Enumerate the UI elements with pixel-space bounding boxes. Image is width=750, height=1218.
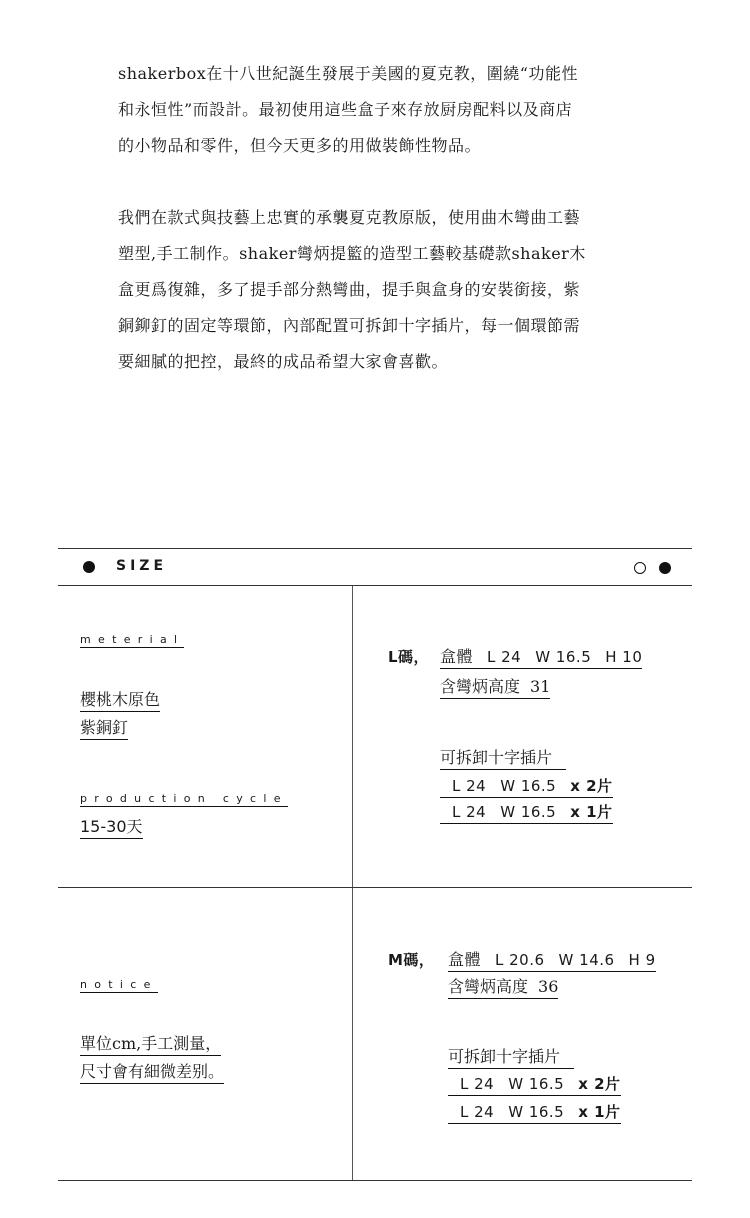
row-divider: [58, 887, 692, 888]
intro-line: 塑型,手工制作。shaker彎炳提籃的造型工藝較基礎款shaker木: [118, 244, 586, 263]
production-cycle-label: production cycle: [80, 792, 288, 805]
size-l-handle: 含彎炳高度 31: [440, 676, 550, 699]
size-l-insert-row: L 24 W 16.5 x 1片: [440, 801, 613, 824]
size-m-insert-label: 可拆卸十字插片: [448, 1046, 574, 1069]
notice-label: notice: [80, 978, 158, 991]
filled-dot-icon: [659, 562, 671, 574]
intro-line: 要細膩的把控，最終的成品希望大家會喜歡。: [118, 352, 449, 371]
size-header: [58, 549, 692, 585]
open-dot-icon: [634, 562, 646, 574]
production-cycle-value: 15-30天: [80, 816, 143, 839]
notice-line: 尺寸會有細微差别。: [80, 1061, 224, 1084]
intro-line: 我們在款式與技藝上忠實的承襲夏克教原版，使用曲木彎曲工藝: [118, 208, 581, 227]
size-m-insert-row: L 24 W 16.5 x 1片: [448, 1101, 621, 1124]
size-l-body: 盒體 L 24 W 16.5 H 10: [440, 646, 642, 669]
size-l-insert-label: 可拆卸十字插片: [440, 747, 566, 770]
size-l-name: L碼，: [388, 648, 430, 666]
divider-header-bottom: [58, 585, 692, 586]
size-m-insert-row: L 24 W 16.5 x 2片: [448, 1073, 621, 1096]
size-title: SIZE: [116, 558, 168, 574]
intro-line: 和永恒性”而設計。最初使用這些盒子來存放厨房配料以及商店: [118, 100, 573, 119]
material-item: 紫銅釘: [80, 717, 128, 740]
notice-line: 單位cm,手工測量，: [80, 1033, 221, 1056]
filled-dot-icon: [83, 561, 95, 573]
intro-line: 盒更爲復雜，多了提手部分熱彎曲，提手與盒身的安裝銜接，紫: [118, 280, 581, 299]
intro-line: 銅鉚釘的固定等環節，內部配置可拆卸十字插片，每一個環節需: [118, 316, 581, 335]
material-label: meterial: [80, 633, 185, 646]
material-item: 櫻桃木原色: [80, 689, 160, 712]
intro-line: 的小物品和零件，但今天更多的用做裝飾性物品。: [118, 136, 482, 155]
size-m-body: 盒體 L 20.6 W 14.6 H 9: [448, 949, 656, 972]
intro-text: [118, 56, 638, 380]
column-divider: [352, 586, 353, 1180]
size-l-insert-row: L 24 W 16.5 x 2片: [440, 775, 613, 798]
size-m-name: M碼，: [388, 951, 435, 969]
intro-line: shakerbox在十八世紀誕生發展于美國的夏克教，圍繞“功能性: [118, 64, 578, 83]
size-m-handle: 含彎炳高度 36: [448, 976, 558, 999]
divider-bottom: [58, 1180, 692, 1181]
